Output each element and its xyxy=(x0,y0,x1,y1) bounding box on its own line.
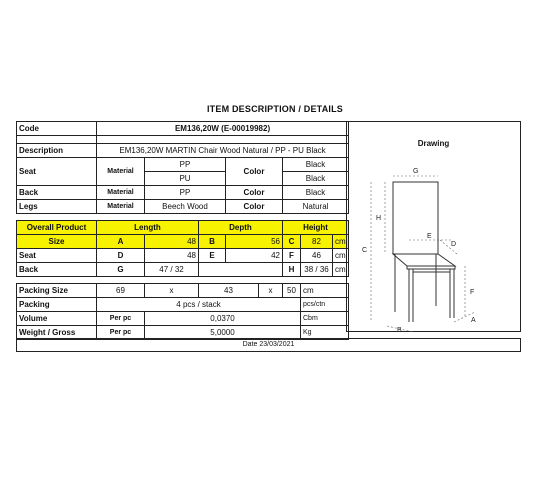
legs-material: Beech Wood xyxy=(145,200,226,214)
chair-backrest xyxy=(393,182,438,254)
spacer-row-2 xyxy=(17,277,349,284)
description-label: Description xyxy=(17,144,97,158)
dim-e-value: 42 xyxy=(226,249,283,263)
volume-value: 0,0370 xyxy=(145,312,301,326)
dim-h-value: 38 / 36 xyxy=(301,263,333,277)
seat-dims-row xyxy=(17,249,349,263)
drawing-letter-c: C xyxy=(362,247,368,254)
back-dims-unit: cm xyxy=(333,263,349,277)
packing-size-v3: 50 xyxy=(283,284,301,298)
weight-label: Weight / Gross xyxy=(17,326,97,340)
seat-material-1: PP xyxy=(145,158,226,172)
packing-size-label: Packing Size xyxy=(17,284,97,298)
length-label: Length xyxy=(97,221,199,235)
code-label: Code xyxy=(17,122,97,136)
spacer-row xyxy=(17,214,349,221)
spec-table xyxy=(16,121,349,340)
dim-e-letter: E xyxy=(199,249,226,263)
packing-size-v2: 43 xyxy=(199,284,259,298)
weight-value: 5,0000 xyxy=(145,326,301,340)
depth-label: Depth xyxy=(199,221,283,235)
back-material: PP xyxy=(145,186,226,200)
packing-size-unit: cm xyxy=(301,284,349,298)
back-dims-row xyxy=(17,263,349,277)
drawing-panel xyxy=(346,121,521,332)
dim-b-letter: B xyxy=(199,235,226,249)
code-gap xyxy=(17,136,349,144)
dim-f-letter: F xyxy=(283,249,301,263)
seat-dims-unit: cm xyxy=(333,249,349,263)
back-dims-blank xyxy=(199,263,283,277)
drawing-letter-b: B xyxy=(397,327,402,332)
overall-values-row xyxy=(17,235,349,249)
legs-material-row xyxy=(17,200,349,214)
packing-size-row xyxy=(17,284,349,298)
spec-sheet xyxy=(16,121,521,352)
seat-color-1: Black xyxy=(283,158,349,172)
dim-c-value: 82 xyxy=(301,235,333,249)
packing-row xyxy=(17,298,349,312)
dim-h-letter: H xyxy=(283,263,301,277)
seat-color-label: Color xyxy=(226,158,283,186)
weight-per: Per pc xyxy=(97,326,145,340)
chair-drawing xyxy=(347,162,520,332)
dim-a-value: 48 xyxy=(145,235,199,249)
dim-b-value: 56 xyxy=(226,235,283,249)
weight-unit: Kg xyxy=(301,326,349,340)
legs-color: Natural xyxy=(283,200,349,214)
drawing-letter-f: F xyxy=(470,289,475,296)
dim-g-value: 47 / 32 xyxy=(145,263,199,277)
dim-a-letter: A xyxy=(97,235,145,249)
seat-material-2: PU xyxy=(145,172,226,186)
code-row xyxy=(17,122,349,136)
chair-seat xyxy=(393,254,455,266)
drawing-letter-d: D xyxy=(451,241,457,248)
overall-label-1: Overall Product xyxy=(17,221,97,235)
overall-header-row xyxy=(17,221,349,235)
back-color-label: Color xyxy=(226,186,283,200)
seat-color-2: Black xyxy=(283,172,349,186)
description-row xyxy=(17,144,349,158)
back-dims-label: Back xyxy=(17,263,97,277)
overall-label-2: Size xyxy=(17,235,97,249)
legs-label: Legs xyxy=(17,200,97,214)
code-value: EM136,20W (E-00019982) xyxy=(97,122,349,136)
description-value: EM136,20W MARTIN Chair Wood Natural / PP - PU Black xyxy=(97,144,349,158)
drawing-letter-h: H xyxy=(376,215,382,222)
back-material-label: Material xyxy=(97,186,145,200)
seat-label: Seat xyxy=(17,158,97,186)
dim-g-letter: G xyxy=(97,263,145,277)
seat-dims-label: Seat xyxy=(17,249,97,263)
sheet-title: ITEM DESCRIPTION / DETAILS xyxy=(206,104,344,114)
drawing-letter-e: E xyxy=(427,233,432,240)
dim-d-letter: D xyxy=(97,249,145,263)
packing-size-v1: 69 xyxy=(97,284,145,298)
packing-value: 4 pcs / stack xyxy=(97,298,301,312)
back-color: Black xyxy=(283,186,349,200)
seat-material-label: Material xyxy=(97,158,145,186)
back-label: Back xyxy=(17,186,97,200)
overall-unit: cm xyxy=(333,235,349,249)
volume-unit: Cbm xyxy=(301,312,349,326)
back-material-row xyxy=(17,186,349,200)
volume-per: Per pc xyxy=(97,312,145,326)
drawing-title: Drawing xyxy=(417,139,450,148)
height-label: Height xyxy=(283,221,349,235)
packing-size-x1: x xyxy=(145,284,199,298)
packing-size-x2: x xyxy=(259,284,283,298)
dim-f-value: 46 xyxy=(301,249,333,263)
volume-row xyxy=(17,312,349,326)
drawing-letter-a: A xyxy=(471,317,476,324)
date-row: Date 23/03/2021 xyxy=(16,338,521,352)
dim-d-value: 48 xyxy=(145,249,199,263)
drawing-letter-g: G xyxy=(413,168,419,175)
legs-material-label: Material xyxy=(97,200,145,214)
legs-color-label: Color xyxy=(226,200,283,214)
packing-label: Packing xyxy=(17,298,97,312)
volume-label: Volume xyxy=(17,312,97,326)
packing-unit: pcs/ctn xyxy=(301,298,349,312)
dim-c-letter: C xyxy=(283,235,301,249)
seat-material-row-1 xyxy=(17,158,349,172)
